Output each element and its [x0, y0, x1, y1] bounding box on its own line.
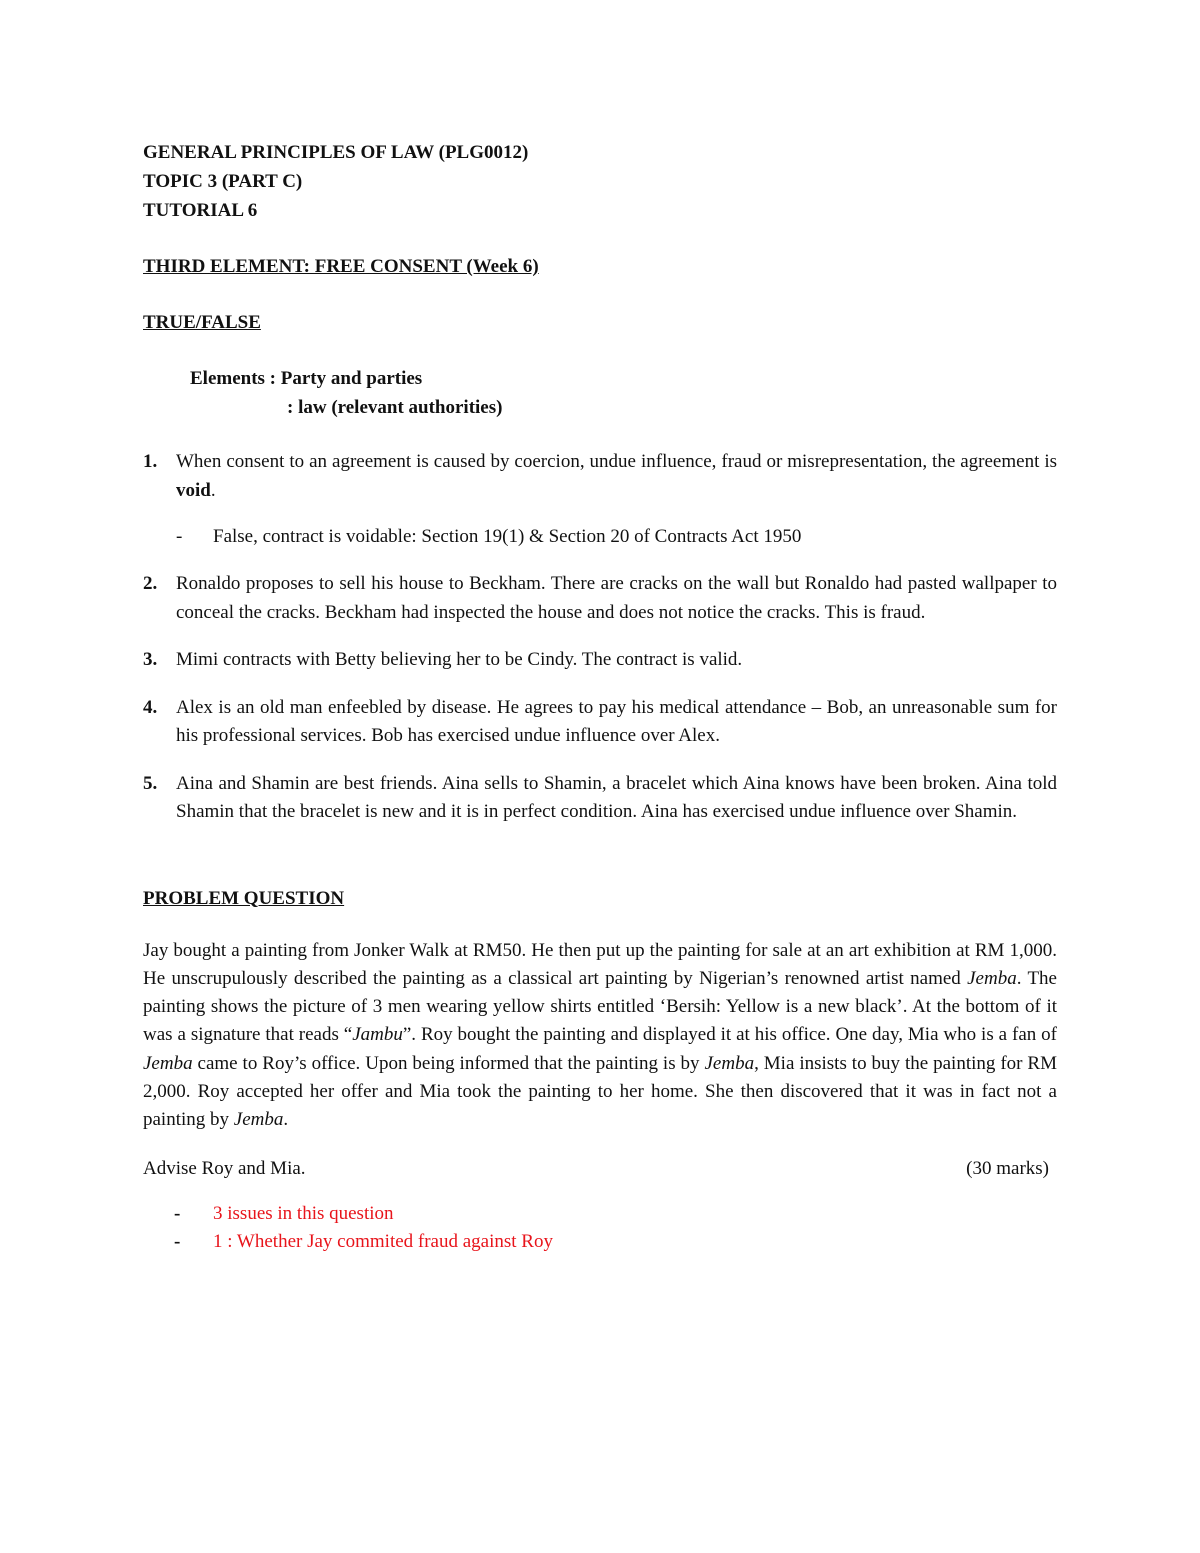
note-text: 1 : Whether Jay commited fraud against Roy: [213, 1230, 553, 1252]
elements-second: : law (relevant authorities): [287, 397, 503, 418]
question-item: [143, 570, 1057, 627]
question-item: [143, 770, 1057, 827]
note-dash: -: [174, 1202, 181, 1224]
question-text: Ronaldo proposes to sell his house to Beckham. There are cracks on the wall but Ronaldo had pasted wallpaper to conceal the cracks. Beckham had inspected the house and does not notice the cracks. This is fraud.: [176, 573, 1057, 623]
question-number: 2.: [143, 573, 158, 594]
question-list: [143, 448, 1057, 827]
tutorial-title: TUTORIAL 6: [143, 200, 258, 221]
question-item: [143, 646, 1057, 675]
answer-item: [143, 523, 1057, 551]
artist-name: Jemba: [967, 967, 1017, 989]
problem-text-part: Jay bought a painting from Jonker Walk at RM50. He then put up the painting for sale at an art exhibition at RM 1,000. He unscrupulously described the painting as a classical art painting by Nigerian’s renowned artist named: [143, 939, 1057, 989]
note-dash: -: [174, 1230, 181, 1252]
elements-block: [190, 364, 1057, 422]
question-item: [143, 694, 1057, 751]
problem-text-part: .: [283, 1109, 289, 1131]
question-text: When consent to an agreement is caused by coercion, undue influence, fraud or misrepresentation, the agreement is: [176, 451, 1057, 472]
answer-dash: -: [176, 526, 183, 547]
question-number: 4.: [143, 696, 158, 718]
note-text: 3 issues in this question: [213, 1202, 394, 1224]
note-item: [143, 1200, 1057, 1228]
topic-title: TOPIC 3 (PART C): [143, 171, 303, 192]
problem-text-part: came to Roy’s office. Upon being informed that the painting is by: [192, 1052, 705, 1074]
document-header: [143, 138, 1057, 225]
artist-name: Jemba: [233, 1109, 284, 1131]
note-item: [143, 1228, 1057, 1256]
artist-name: Jemba: [143, 1052, 193, 1074]
notes-list: [143, 1200, 1057, 1256]
question-item: [143, 448, 1057, 505]
problem-text-part: , Mia insists to buy the painting for RM 2,000. Roy accepted her offer and Mia took the painting to her home. She then discovered that it was in fact not a painting by: [143, 1052, 1057, 1131]
section-title: THIRD ELEMENT: FREE CONSENT (Week 6): [143, 256, 539, 277]
question-text: Alex is an old man enfeebled by disease. He agrees to pay his medical attendance – Bob, an unreasonable sum for his professional services. Bob has exercised undue influence over Alex.: [176, 696, 1057, 746]
question-text-end: .: [210, 479, 216, 501]
problem-text-part: ”. Roy bought the painting and displayed it at his office. One day, Mia who is a fan of: [402, 1024, 1057, 1046]
marks-label: (30 marks): [966, 1157, 1049, 1179]
question-text: Aina and Shamin are best friends. Aina sells to Shamin, a bracelet which Aina knows have been broken. Aina told Shamin that the bracelet is new and it is in perfect condition. Aina has exercised undue influence over Shamin.: [176, 772, 1057, 822]
question-number: 5.: [143, 772, 158, 794]
course-title: GENERAL PRINCIPLES OF LAW (PLG0012): [143, 142, 529, 163]
advise-instruction: Advise Roy and Mia.: [143, 1157, 306, 1179]
problem-paragraph: [143, 937, 1057, 1135]
question-text: Mimi contracts with Betty believing her to be Cindy. The contract is valid.: [176, 649, 743, 670]
advise-row: [143, 1154, 1057, 1183]
signature-name: Jambu: [352, 1024, 403, 1046]
elements-label: Elements : Party and parties: [190, 368, 423, 389]
question-number: 1.: [143, 451, 158, 472]
question-number: 3.: [143, 649, 158, 670]
document-page: [143, 138, 1057, 1256]
question-keyword: void: [176, 479, 211, 501]
artist-name: Jemba: [704, 1052, 755, 1074]
answer-text: False, contract is voidable: Section 19(1) & Section 20 of Contracts Act 1950: [213, 526, 802, 547]
problem-heading: PROBLEM QUESTION: [143, 887, 345, 909]
problem-text-part: . The painting shows the picture of 3 men wearing yellow shirts entitled ‘Bersih: Yellow is a new black’. At the bottom of it was a signature that reads “: [143, 967, 1057, 1046]
true-false-heading: TRUE/FALSE: [143, 312, 261, 333]
